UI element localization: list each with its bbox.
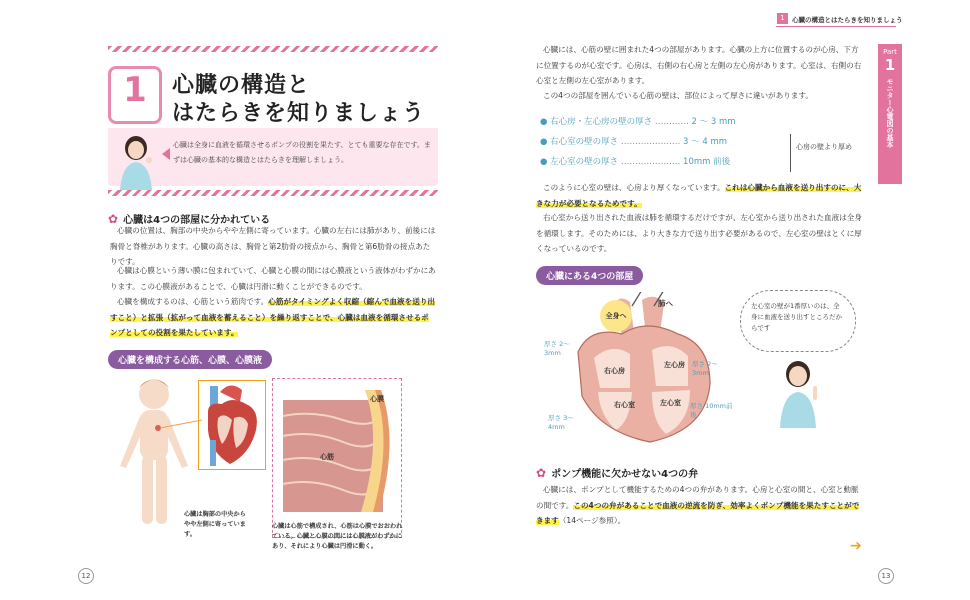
part-tab (878, 44, 902, 184)
label-left-atrium: 左心房 (664, 361, 685, 369)
speech-bubble: 左心室の壁が1番厚いのは、全身に血液を送り出すところだからです (740, 290, 856, 352)
label-thickness-lv: 厚さ 10mm前後 (690, 402, 733, 419)
part-number: 1 (884, 56, 896, 74)
paragraph-pericardium: 心臓は心膜という薄い膜に包まれていて、心臓と心膜の間には心膜液という液体がわずかにあります。この心膜液があることで、心臓は円滑に動くことができるのです。 (110, 266, 436, 291)
nurse-illustration (114, 128, 158, 190)
next-page-arrow-icon: ➔ (850, 538, 862, 554)
label-right-atrium: 右心房 (604, 367, 625, 375)
label-thickness-rv: 厚さ 3〜4mm (548, 414, 574, 431)
page-number-right: 13 (878, 568, 894, 584)
flower-icon: ✿ (536, 466, 547, 480)
label-myocardium: 心筋 (320, 453, 334, 461)
page-title-line2: はたらきを知りましょう (172, 101, 426, 126)
heart-illustration (200, 382, 264, 468)
thickness-right-ventricle: ● 右心室の壁の厚さ ………………… 3 〜 4 mm (540, 137, 728, 147)
label-left-ventricle: 左心室 (660, 399, 681, 407)
paragraph-wall-thickness: この4つの部屋を囲んでいる心筋の壁は、部位によって厚さに違いがあります。 (543, 91, 814, 100)
label-right-ventricle: 右心室 (614, 401, 635, 409)
label-thickness-atrium-right: 厚さ 2〜3mm (692, 360, 718, 377)
running-head: 心臓の構造とはたらきを知りましょう (792, 16, 903, 24)
page-title-line1: 心臓の構造と (172, 73, 311, 98)
paragraph-myocardium: 心臓を構成するのは、心筋という筋肉です。心筋がタイミングよく収縮（縮んで血液を送り出すこと）と拡張（拡がって血液を蓄えること）を繰り返すことで、心臓は血液を循環させるポンプとしての役割を果たしています。 (110, 297, 436, 338)
nurse-pointing-illustration (776, 352, 824, 428)
caption-tissue: 心臓は心筋で構成され、心筋は心膜でおおわれている。心臓と心膜の間には心膜液がわずかにあり、それにより心臓は円滑に動く。 (272, 523, 403, 550)
section1-heading: ✿ 心臓は4つの部屋に分かれている (108, 212, 271, 226)
paragraph-ventricle-thicker: このように心室の壁は、心房より厚くなっています。これは心臓から血液を送り出すのに、大きな力が必要となるためです。 (536, 183, 862, 208)
part-label: Part (883, 48, 897, 56)
label-pericardium: 心膜 (370, 395, 384, 403)
thickness-atrium: ● 右心房・左心房の壁の厚さ ………… 2 〜 3 mm (540, 117, 736, 127)
intro-bubble-tail (162, 148, 170, 160)
title-stripe-top (108, 46, 438, 52)
paragraph-position: 心臓の位置は、胸部の中央からやや左側に寄っています。心臓の左右には肺があり、前後には胸骨と脊椎があります。心臓の高さは、胸骨と第2肋骨の接点から、胸骨と第6肋骨の接点あたりです。 (110, 226, 436, 267)
part-title: モニター心電図の基本 (886, 78, 894, 148)
thickness-left-ventricle: ● 左心室の壁の厚さ ………………… 10mm 前後 (540, 157, 731, 167)
figure2-label: 心臓にある4つの部屋 (536, 266, 643, 285)
child-body-illustration (112, 372, 208, 532)
myocardium-tissue-illustration (283, 390, 393, 512)
label-thickness-atrium-left: 厚さ 2〜3mm (544, 340, 570, 357)
paragraph-circulation: 右心室から送り出された血液は肺を循環するだけですが、左心室から送り出された血液は全身を循環します。そのためには、より大きな力で送り出す必要があるので、左心室の壁はとくに厚くなっているのです。 (536, 213, 862, 254)
page-number-left: 12 (78, 568, 94, 584)
paragraph-four-chambers: 心臓には、心筋の壁に囲まれた4つの部屋があります。心臓の上方に位置するのが心房、下方に位置するのが心室です。心房は、右側の右心房と左側の左心房があります。心室は、右側の右心室と左側の左心室があります。 (536, 45, 862, 86)
running-head-number: 1 (777, 13, 788, 24)
intro-text: 心臓は全身に血液を循環させるポンプの役割を果たす、とても重要な存在です。まずは心臓の基本的な構造とはたらきを理解しましょう。 (173, 141, 431, 164)
chapter-number: 1 (123, 70, 147, 110)
paragraph-valves: 心臓には、ポンプとして機能するための4つの弁があります。心房と心室の間と、心室と動脈の間です。この4つの弁があることで血液の逆流を防ぎ、効率よくポンプ機能を果たすことができます（14ページ参照）。 (536, 485, 860, 526)
section2-heading: ✿ ポンプ機能に欠かせない4つの弁 (536, 466, 699, 480)
running-head-rule (776, 26, 896, 27)
thickness-note: 心房の壁より厚め (796, 143, 852, 151)
label-to-body: 全身へ (600, 300, 632, 332)
caption-body: 心臓は胸部の中央からやや左側に寄っています。 (184, 511, 246, 538)
thickness-bracket (790, 134, 791, 172)
label-to-lung: 肺へ (658, 299, 673, 308)
title-stripe-bottom (108, 190, 438, 196)
flower-icon: ✿ (108, 212, 119, 226)
thickness-list (540, 112, 840, 172)
figure1-label: 心臓を構成する心筋、心膜、心膜液 (108, 350, 272, 369)
